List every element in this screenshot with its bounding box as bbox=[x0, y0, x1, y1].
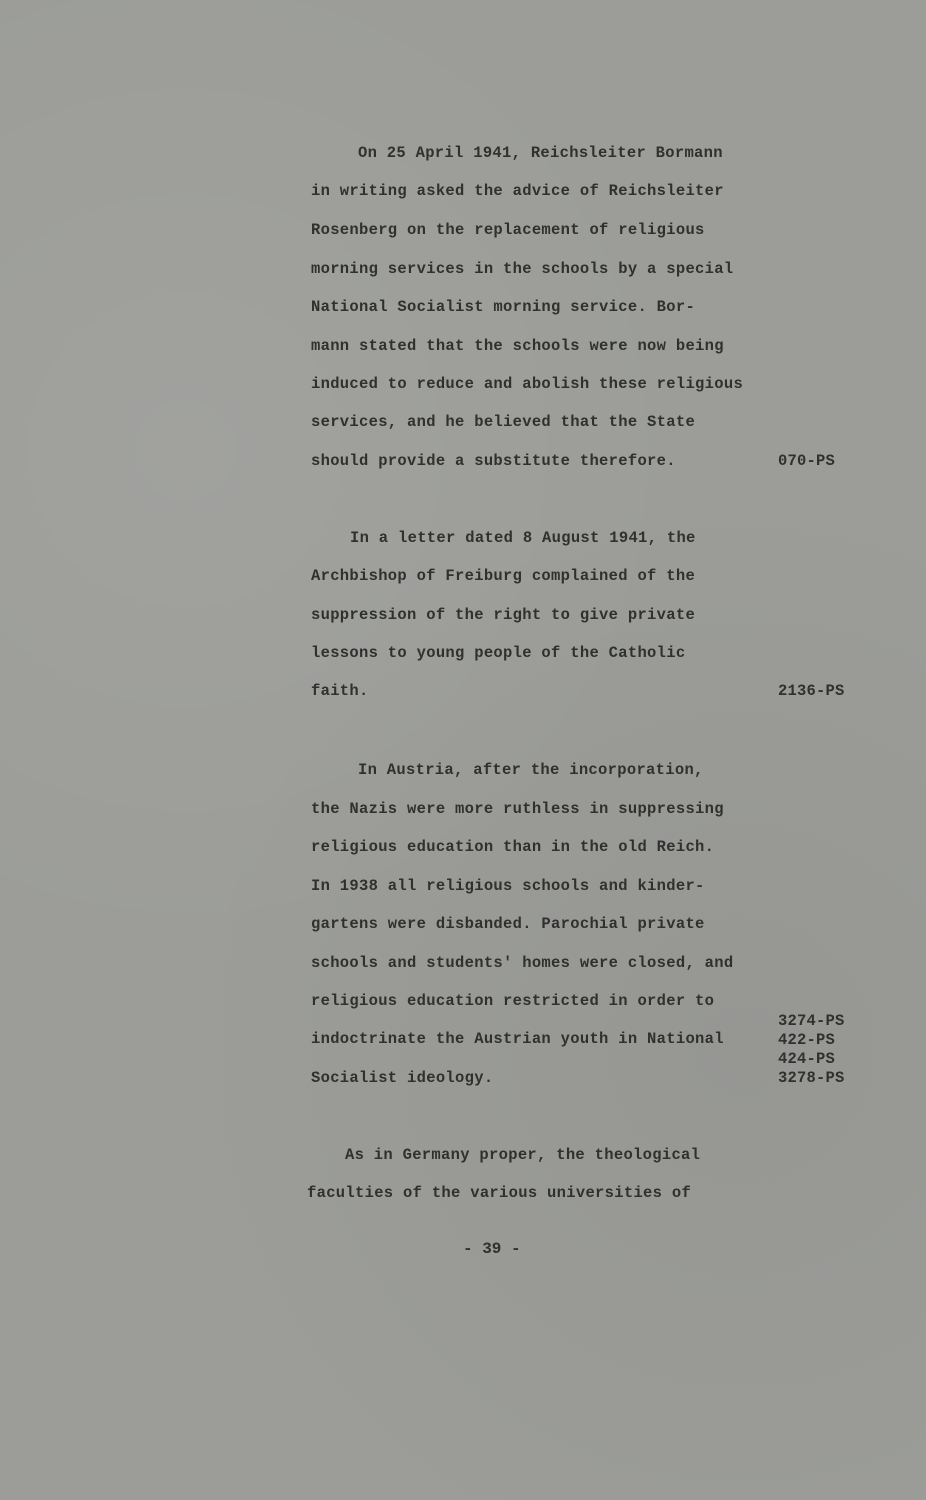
text-line: gartens were disbanded. Parochial private bbox=[311, 915, 705, 933]
text-line: religious education restricted in order to bbox=[311, 992, 715, 1010]
text-line: morning services in the schools by a special bbox=[311, 260, 734, 278]
text-line: In 1938 all religious schools and kinder- bbox=[311, 877, 705, 895]
text-line: National Socialist morning service. Bor- bbox=[311, 298, 696, 316]
text-line: faculties of the various universities of bbox=[307, 1184, 692, 1202]
document-reference: 2136-PS bbox=[778, 682, 845, 700]
text-line: should provide a substitute therefore. bbox=[311, 452, 676, 470]
document-reference: 070-PS bbox=[778, 452, 836, 470]
text-line: In a letter dated 8 August 1941, the bbox=[350, 529, 696, 547]
text-line: On 25 April 1941, Reichsleiter Bormann bbox=[358, 144, 723, 162]
text-line: Socialist ideology. bbox=[311, 1069, 494, 1087]
text-line: schools and students' homes were closed, and bbox=[311, 954, 734, 972]
text-line: the Nazis were more ruthless in suppressing bbox=[311, 800, 724, 818]
page-number: - 39 - bbox=[463, 1240, 521, 1258]
text-line: services, and he believed that the State bbox=[311, 413, 696, 431]
document-reference: 3274-PS bbox=[778, 1012, 845, 1030]
text-line: As in Germany proper, the theological bbox=[345, 1146, 701, 1164]
text-line: religious education than in the old Reich. bbox=[311, 838, 715, 856]
document-reference: 424-PS bbox=[778, 1050, 836, 1068]
document-reference: 3278-PS bbox=[778, 1069, 845, 1087]
text-line: suppression of the right to give private bbox=[311, 606, 696, 624]
document-reference: 422-PS bbox=[778, 1031, 836, 1049]
text-line: in writing asked the advice of Reichsleiter bbox=[311, 182, 724, 200]
text-line: induced to reduce and abolish these religious bbox=[311, 375, 744, 393]
text-line: faith. bbox=[311, 682, 369, 700]
text-line: mann stated that the schools were now being bbox=[311, 337, 724, 355]
text-line: In Austria, after the incorporation, bbox=[358, 761, 704, 779]
text-line: Rosenberg on the replacement of religious bbox=[311, 221, 705, 239]
text-line: lessons to young people of the Catholic bbox=[311, 644, 686, 662]
text-line: Archbishop of Freiburg complained of the bbox=[311, 567, 696, 585]
text-line: indoctrinate the Austrian youth in National bbox=[311, 1030, 724, 1048]
